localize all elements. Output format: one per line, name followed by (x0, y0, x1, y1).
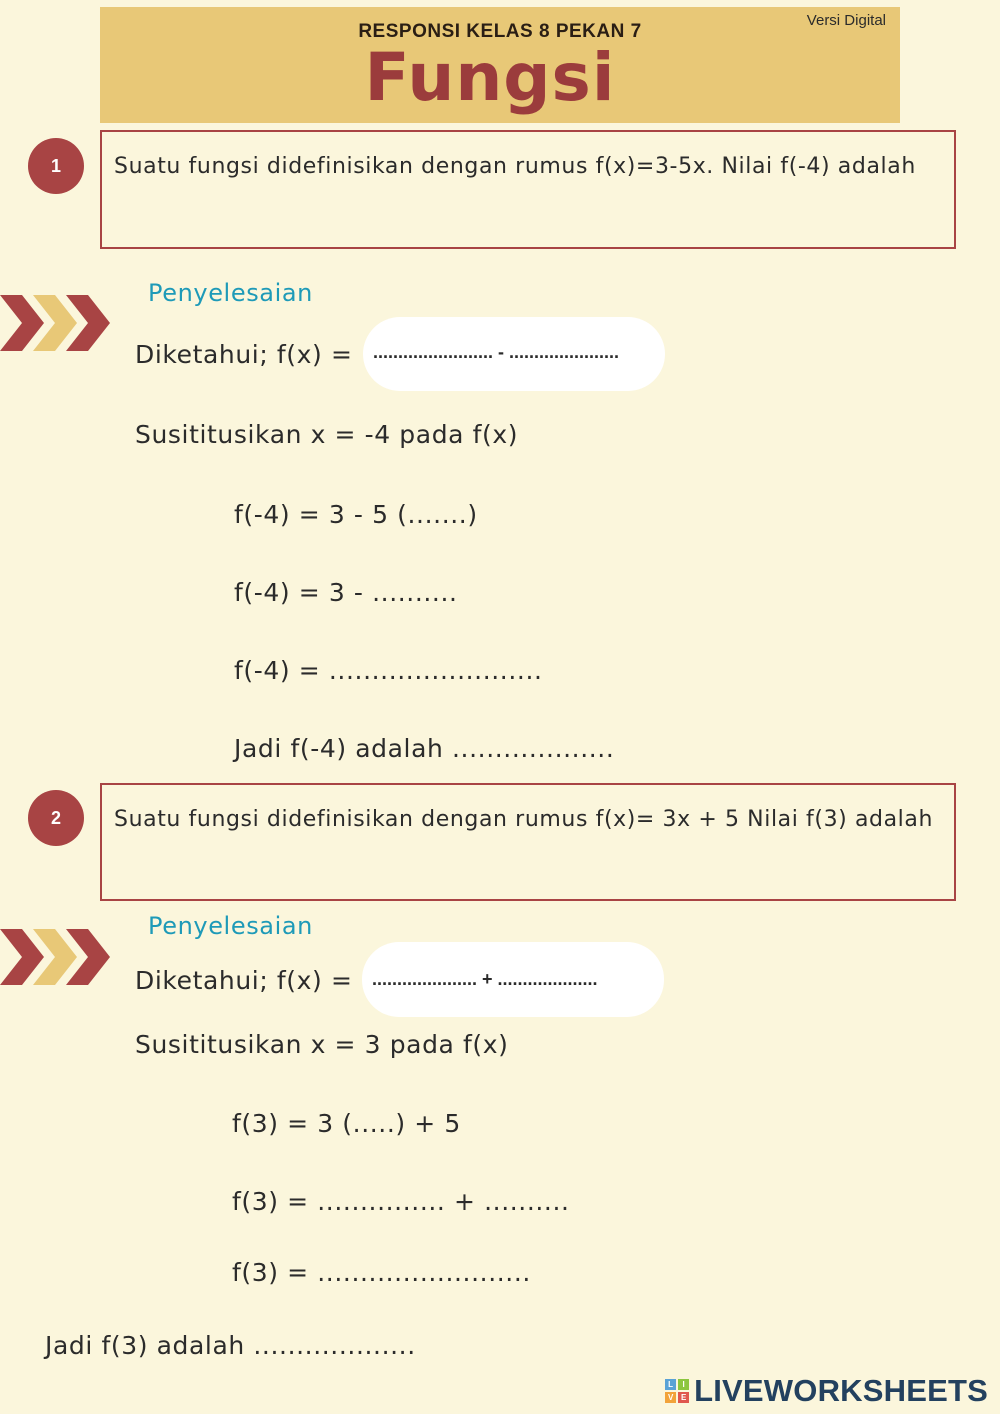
known-answer-field-1[interactable]: ........................ - ...................... (363, 317, 665, 391)
step-1-2[interactable]: f(-4) = 3 - .......... (234, 578, 458, 607)
liveworksheets-logo (665, 1374, 988, 1408)
step-1-3[interactable]: f(-4) = ......................... (234, 656, 543, 685)
conclusion-2[interactable]: Jadi f(3) adalah ................... (45, 1331, 416, 1360)
known-label-2: Diketahui; f(x) = (135, 966, 353, 995)
substitute-text-2: Susititusikan x = 3 pada f(x) (135, 1030, 509, 1059)
liveworksheets-logo-icon: L I V E (665, 1379, 689, 1403)
question-text-1: Suatu fungsi didefinisikan dengan rumus f(x)=3-5x. Nilai f(-4) adalah (114, 154, 916, 179)
question-text-2: Suatu fungsi didefinisikan dengan rumus f(x)= 3x + 5 Nilai f(3) adalah (114, 807, 934, 832)
chevron-arrows-icon (0, 295, 112, 351)
step-2-3[interactable]: f(3) = ......................... (232, 1258, 531, 1287)
conclusion-1[interactable]: Jadi f(-4) adalah ................... (234, 734, 615, 763)
step-1-1[interactable]: f(-4) = 3 - 5 (.......) (234, 500, 478, 529)
solution-label-1: Penyelesaian (148, 279, 313, 307)
known-label-1: Diketahui; f(x) = (135, 340, 353, 369)
substitute-text-1: Susititusikan x = -4 pada f(x) (135, 420, 519, 449)
worksheet-subtitle: RESPONSI KELAS 8 PEKAN 7 (358, 21, 642, 42)
question-number-1: 1 (28, 138, 84, 194)
chevron-arrows-icon (0, 929, 112, 985)
known-answer-field-2[interactable]: ..................... + .................... (362, 942, 664, 1017)
brand-name: LIVEWORKSHEETS (694, 1373, 988, 1408)
solution-label-2: Penyelesaian (148, 912, 313, 940)
question-box-1 (100, 130, 956, 249)
step-2-1[interactable]: f(3) = 3 (.....) + 5 (232, 1109, 461, 1138)
header-banner (100, 7, 900, 123)
worksheet-title: Fungsi (364, 39, 616, 116)
question-box-2 (100, 783, 956, 901)
question-number-2: 2 (28, 790, 84, 846)
version-label: Versi Digital (806, 12, 886, 29)
step-2-2[interactable]: f(3) = ............... + .......... (232, 1187, 570, 1216)
